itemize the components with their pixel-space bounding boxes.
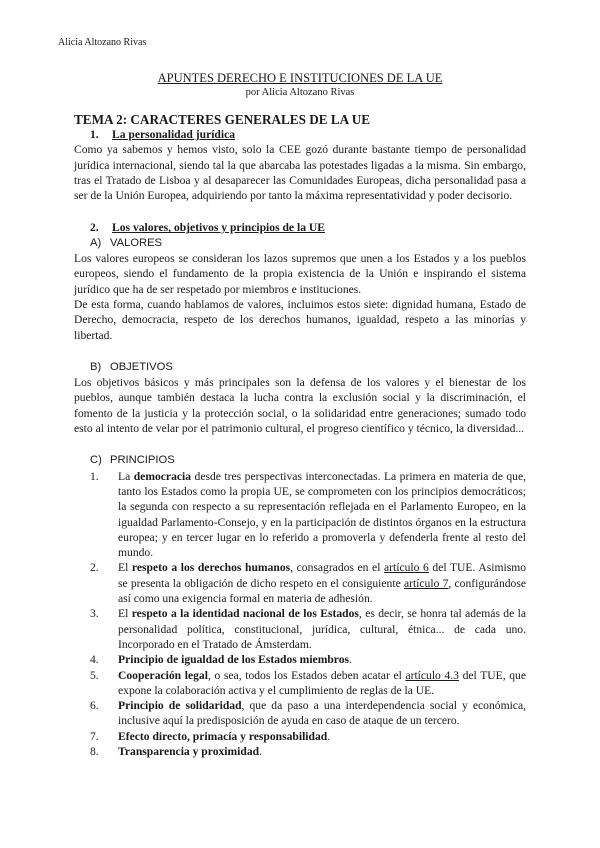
list-item	[74, 469, 526, 561]
section-title: Los valores, objetivos y principios de la UE	[112, 221, 325, 235]
article-4-3-link[interactable]: artículo 4.3	[405, 668, 459, 682]
list-item	[74, 729, 526, 744]
document-subtitle: por Alicia Altozano Rivas	[245, 87, 355, 98]
item-text: El respeto a los derechos humanos, consagrados en el artículo 6 del TUE. Asimismo se presenta la obligación de dicho respeto en el consiguiente artículo 7, configurándose así como una exigencia formal en materia de adhesión.	[118, 561, 527, 606]
section-number: 1.	[90, 128, 99, 141]
list-item	[74, 606, 526, 652]
item-number: 8.	[90, 744, 99, 758]
subsection-letter: C)	[90, 454, 102, 467]
list-item	[74, 652, 526, 667]
subsection-letter: A)	[90, 236, 102, 249]
item-text: Cooperación legal, o sea, todos los Estados deben acatar el artículo 4.3 del TUE, que expone la colaboración activa y el cumplimiento de reglas de la UE.	[118, 668, 527, 697]
list-item	[74, 668, 526, 699]
item-number: 7.	[90, 729, 99, 743]
item-number: 1.	[90, 469, 99, 483]
principles-list	[74, 469, 526, 760]
item-number: 3.	[90, 607, 99, 621]
section-1-heading	[74, 127, 526, 142]
header-author: Alicia Altozano Rivas	[58, 37, 147, 48]
item-number: 2.	[90, 561, 99, 575]
list-item	[74, 744, 526, 759]
valores-paragraph-2: De esta forma, cuando hablamos de valores, incluimos estos siete: dignidad humana, Estado de Derecho, democracia, respeto de los derechos humanos, igualdad, respeto a las minorías y libertad.	[74, 297, 526, 342]
subsection-title: PRINCIPIOS	[110, 454, 175, 467]
item-number: 5.	[90, 668, 99, 682]
subsection-title: VALORES	[110, 236, 163, 249]
item-number: 4.	[90, 653, 99, 667]
document-title: APUNTES DERECHO E INSTITUCIONES DE LA UE	[157, 71, 443, 85]
subsection-title: OBJETIVOS	[110, 360, 173, 373]
item-text: Efecto directo, primacía y responsabilidad.	[118, 729, 331, 743]
list-item	[74, 698, 526, 729]
objetivos-paragraph: Los objetivos básicos y más principales son la defensa de los valores y el bienestar de los pueblos, aunque también destaca la lucha contra la exclusión social y la discriminación, el fomento de la justicia y la protección social, o la solidaridad entre generaciones; sumado todo esto al intento de velar por el patrimonio cultural, el progreso científico y técnico, la diversidad...	[74, 376, 526, 436]
item-text: La democracia desde tres perspectivas interconectadas. La primera en materia de que, tanto los Estados como la propia UE, se comprometen con los principios democráticos; la segunda con respecto a su representación reflejada en el Parlamento Europeo, en la igualdad Parlamento-Consejo, y en la participación de distintos órganos en la estructura europea; y en tercer lugar en lo referido a promoverla y defenderla frente al resto del mundo.	[118, 469, 526, 560]
subsection-a-heading	[90, 236, 526, 251]
item-number: 6.	[90, 699, 99, 713]
section-1-paragraph: Como ya sabemos y hemos visto, solo la CEE gozó durante bastante tiempo de personalidad jurídica internacional, siendo tal la que abarcaba las potestades ligadas a la misma. Sin embargo, tras el Tratado de Lisboa y al desaparecer las Comunidades Europeas, dicha personalidad pasa a ser de la Unión Europea, adquiriendo por tanto la máxima representatividad y poder decisorio.	[74, 143, 526, 203]
valores-paragraph-1: Los valores europeos se consideran los lazos supremos que unen a los Estados y a los pueblos europeos, siendo el fundamento de la propia existencia de la Unión e inspirando el sistema jurídico que ha de ser respetado por miembros e instituciones.	[74, 252, 526, 296]
document-body	[74, 71, 526, 759]
item-text: El respeto a la identidad nacional de los Estados, es decir, se honra tal además de la personalidad política, constitucional, jurídica, cultural, étnica... de cada uno. Incorporado en el Tratado de Ámsterdam.	[118, 607, 526, 651]
section-title: La personalidad jurídica	[112, 128, 236, 141]
section-2-heading	[74, 220, 526, 235]
section-number: 2.	[90, 221, 99, 235]
article-7-link[interactable]: artículo 7	[403, 576, 449, 590]
article-6-link[interactable]: artículo 6	[384, 561, 429, 575]
subsection-b-heading	[90, 360, 526, 375]
item-text: Principio de solidaridad, que da paso a una interdependencia social y económica, inclusive aquí la predisposición de ayuda en caso de ataque de un tercero.	[118, 699, 527, 728]
item-text: Principio de igualdad de los Estados miembros.	[118, 653, 352, 667]
tema-heading: TEMA 2: CARACTERES GENERALES DE LA UE	[74, 112, 371, 127]
list-item	[74, 560, 526, 606]
subsection-c-heading	[90, 453, 526, 468]
item-text: Transparencia y proximidad.	[118, 744, 262, 758]
subsection-letter: B)	[90, 360, 102, 373]
